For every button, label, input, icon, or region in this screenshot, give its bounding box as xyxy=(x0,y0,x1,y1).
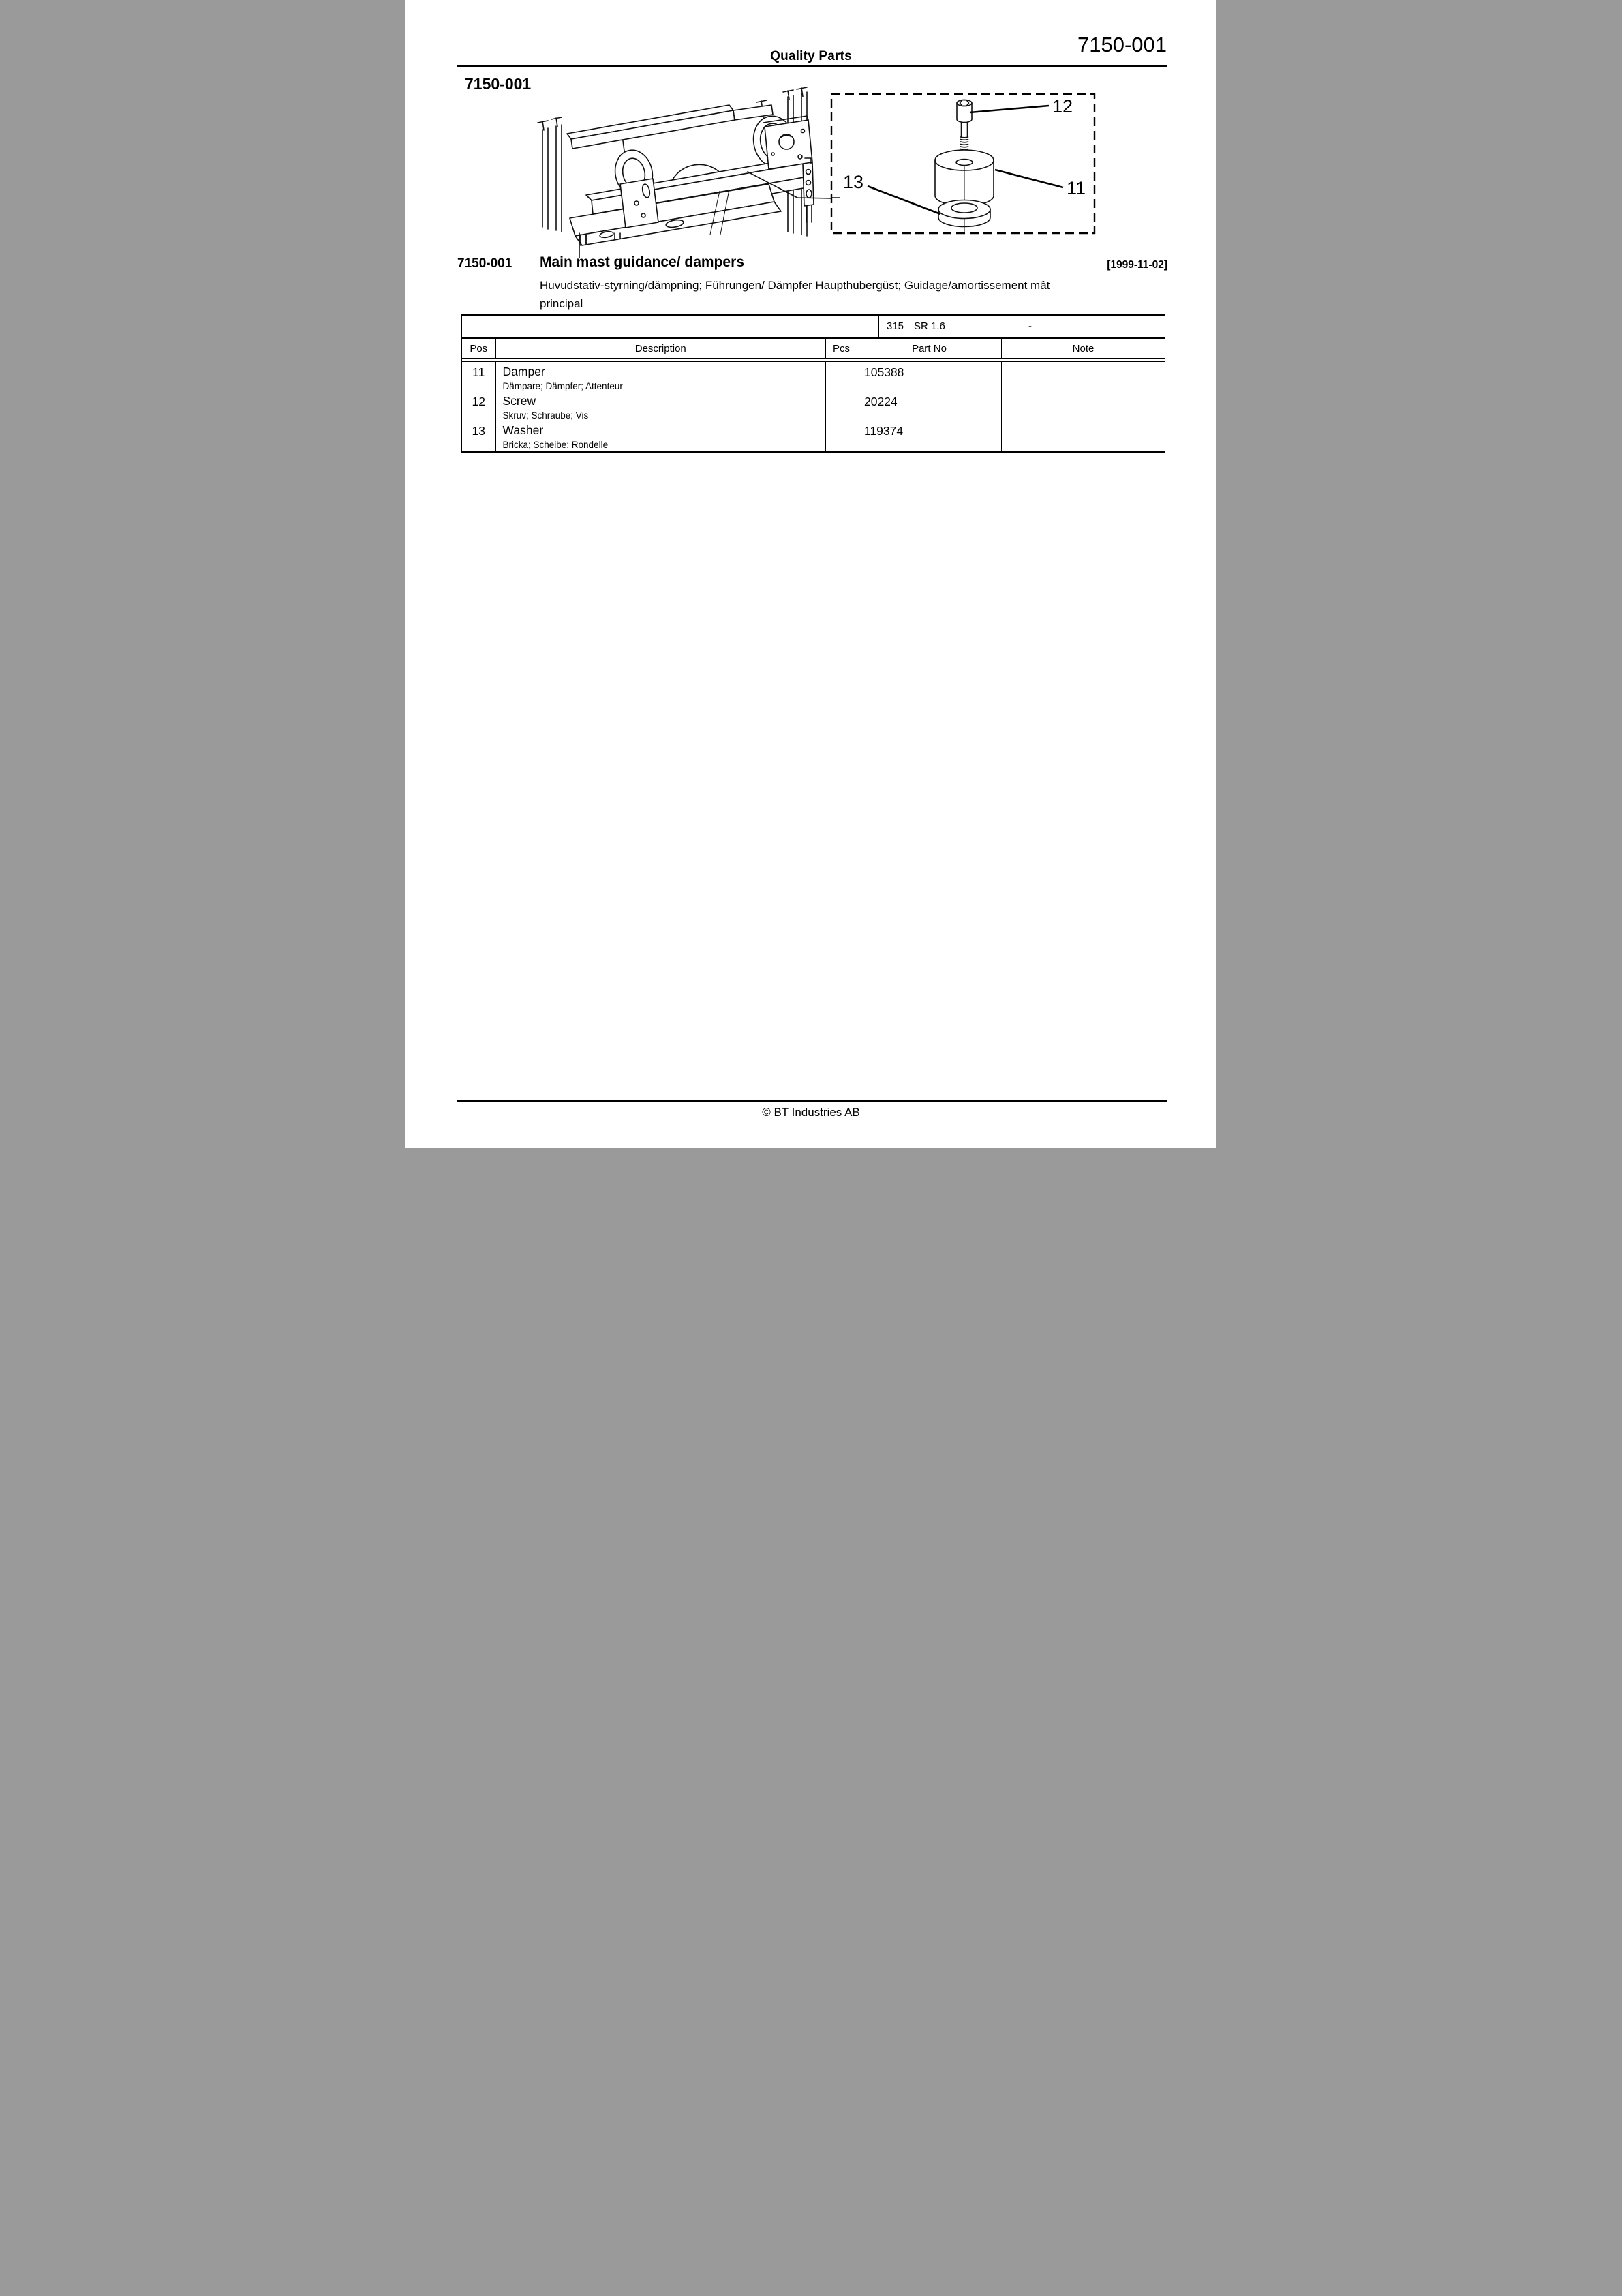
section-title: Main mast guidance/ dampers xyxy=(540,254,744,270)
section-subtitle-line1: Huvudstativ-styrning/dämpning; Führungen/ Dämpfer Haupthubergüst; Guidage/amortissement mât xyxy=(540,279,1050,292)
detail-drawing xyxy=(829,92,1097,235)
washer-drawing xyxy=(938,200,990,232)
model-note-dash: - xyxy=(1028,320,1032,332)
row-pos: 13 xyxy=(462,421,496,451)
row-description: Washer xyxy=(502,423,544,437)
callout-11-leader xyxy=(995,170,1063,187)
model-info-empty-cell xyxy=(462,316,878,337)
row-description-alt: Skruv; Schraube; Vis xyxy=(502,410,589,421)
table-header-row xyxy=(462,339,1165,358)
row-part-no: 119374 xyxy=(857,421,1002,451)
row-description-alt: Bricka; Scheibe; Rondelle xyxy=(502,440,609,450)
footer-copyright: © BT Industries AB xyxy=(762,1106,860,1119)
callout-damper: 11 xyxy=(1067,178,1086,198)
row-description: Screw xyxy=(502,394,536,408)
section-subtitle-line2: principal xyxy=(540,297,583,310)
row-part-no: 105388 xyxy=(857,362,1002,391)
row-pos: 11 xyxy=(462,362,496,391)
page-number: 7150-001 xyxy=(1077,33,1167,57)
model-info-cell xyxy=(878,316,1165,337)
row-description-cell xyxy=(496,421,827,451)
model-code: 315 xyxy=(887,320,904,332)
row-description-alt: Dämpare; Dämpfer; Attenteur xyxy=(502,381,623,391)
model-info-row xyxy=(462,316,1165,337)
row-pcs xyxy=(826,362,857,391)
table-row xyxy=(462,391,1165,421)
column-header-part-no: Part No xyxy=(857,339,1002,358)
row-pos: 12 xyxy=(462,391,496,421)
row-description-cell xyxy=(496,362,827,391)
row-note xyxy=(1002,391,1165,421)
footer-rule xyxy=(457,1100,1167,1102)
header-rule xyxy=(457,65,1167,67)
damper-drawing xyxy=(935,150,994,207)
callout-screw: 12 xyxy=(1052,96,1073,117)
left-roller-bracket xyxy=(620,179,658,228)
row-note xyxy=(1002,421,1165,451)
column-header-note: Note xyxy=(1072,343,1095,354)
row-pcs xyxy=(826,391,857,421)
figure-label: 7150-001 xyxy=(465,75,532,93)
chain-anchor-strip xyxy=(803,158,814,222)
callout-washer: 13 xyxy=(843,172,864,192)
column-header-pcs: Pcs xyxy=(826,339,857,358)
section-code: 7150-001 xyxy=(457,256,512,271)
callout-12-leader xyxy=(970,106,1049,112)
callout-13-leader xyxy=(868,186,940,214)
model-designation: SR 1.6 xyxy=(914,320,945,332)
row-pcs xyxy=(826,421,857,451)
table-row xyxy=(462,421,1165,451)
page-title: Quality Parts xyxy=(770,49,852,63)
column-header-description: Description xyxy=(496,339,827,358)
section-revision: [1999-11-02] xyxy=(1107,259,1167,271)
row-description-cell xyxy=(496,391,827,421)
mast-assembly-drawing xyxy=(532,87,834,258)
left-mast-rails xyxy=(538,117,562,232)
table-row xyxy=(462,362,1165,391)
parts-table xyxy=(461,314,1165,453)
catalog-page xyxy=(406,0,1216,1148)
row-description: Damper xyxy=(502,365,545,378)
row-note xyxy=(1002,362,1165,391)
column-header-pos: Pos xyxy=(462,339,496,358)
row-part-no: 20224 xyxy=(857,391,1002,421)
